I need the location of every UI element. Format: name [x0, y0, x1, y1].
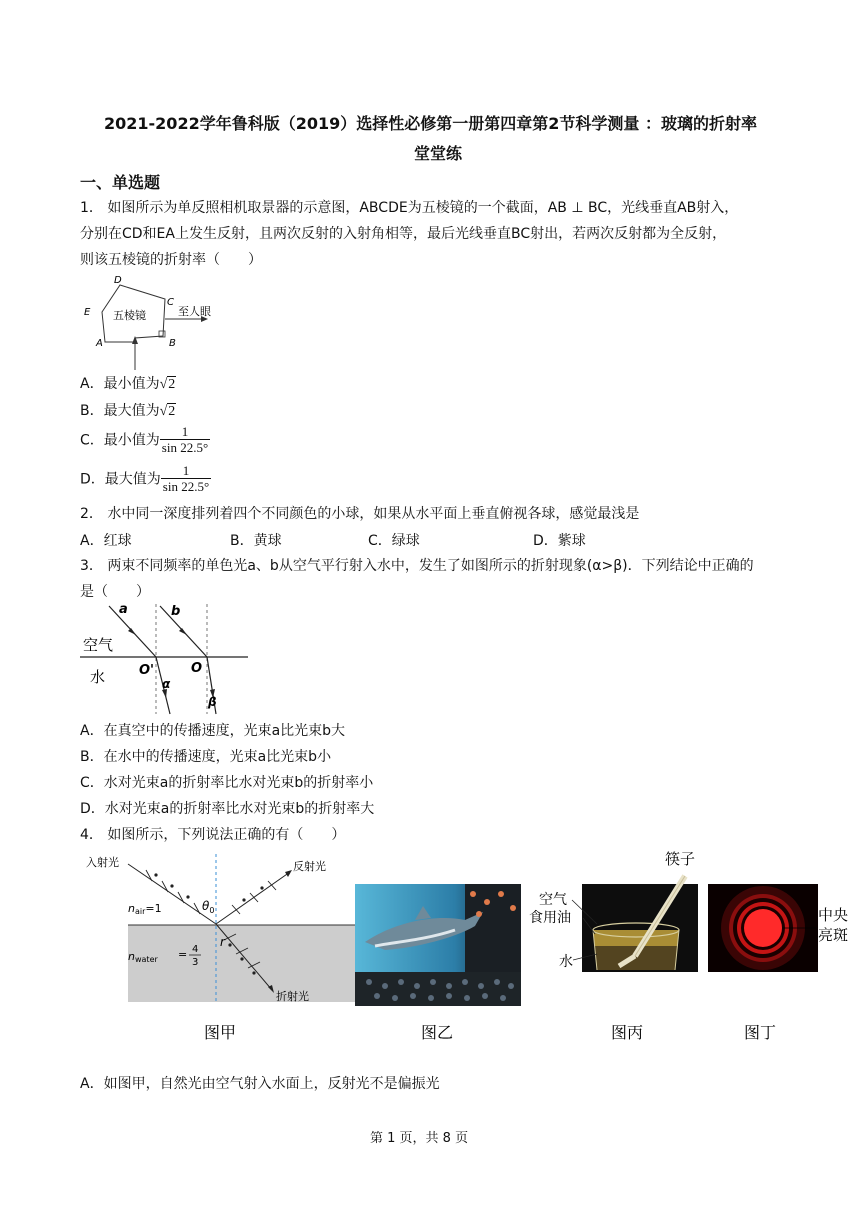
- q4-option-a: A．如图甲，自然光由空气射入水面上，反射光不是偏振光: [80, 1076, 440, 1092]
- n-water-num: 4: [192, 944, 199, 955]
- q1-option-d: D．最大值为 $\frac{1}{\sin 22.5^\circ}$: [80, 463, 210, 494]
- q3-line2: 是（ ）: [80, 584, 150, 600]
- vertex-b: B: [169, 338, 176, 349]
- oil-label: 食用油: [529, 910, 571, 926]
- incident-label: 入射光: [86, 856, 119, 869]
- air-label: 空气: [83, 636, 114, 654]
- vertex-a: A: [96, 338, 103, 349]
- q1-line2: 分别在CD和EA上发生反射，且两次反射的入射角相等，最后光线垂直BC射出，若两次反射都为全反射，: [80, 226, 727, 242]
- n-water-eq: =: [178, 948, 188, 961]
- water-label: 水: [90, 668, 106, 686]
- q2-option-a: A．红球: [80, 533, 132, 549]
- q3-option-c: C．水对光束a的折射率比水对光束b的折射率小: [80, 775, 374, 791]
- figure-ding: [708, 880, 858, 1052]
- ray-b-label: b: [171, 604, 181, 619]
- q4-stem: 4． 如图所示，下列说法正确的有（ ）: [80, 827, 346, 843]
- reflected-label: 反射光: [293, 860, 326, 873]
- q2-option-b: B．黄球: [230, 533, 282, 549]
- page-title-line2: 堂堂练: [414, 144, 463, 163]
- q2-option-d: D．紫球: [533, 533, 586, 549]
- water-label: 水: [559, 954, 573, 970]
- q3-option-a: A．在真空中的传播速度，光束a比光束b大: [80, 723, 346, 739]
- central-bright-spot: [744, 909, 782, 947]
- air-label: 空气: [539, 892, 567, 908]
- page-number: 第 1 页，共 8 页: [370, 1131, 469, 1146]
- vertex-e: E: [84, 307, 91, 318]
- q3-option-b: B．在水中的传播速度，光束a比光束b小: [80, 749, 332, 765]
- bright-spot-label: 亮斑: [818, 926, 849, 944]
- r-label: r: [220, 935, 225, 949]
- n-air-label: nair=1: [128, 902, 162, 916]
- point-o1-label: O': [139, 663, 155, 678]
- pentaprism-figure: [80, 272, 230, 370]
- theta-label: $\theta_0$: [202, 899, 215, 915]
- q1-line1: 1． 如图所示为单反照相机取景器的示意图，ABCDE为五棱镜的一个截面，AB ⊥ BC，光线垂直AB射入，: [80, 200, 739, 216]
- page-title: 2021-2022学年鲁科版（2019）选择性必修第一册第四章第2节科学测量 ：玻璃的折射率: [104, 114, 757, 133]
- n-water-den: 3: [192, 957, 199, 968]
- vertex-c: C: [167, 297, 174, 308]
- caption-bing: 图丙: [611, 1023, 644, 1042]
- figure-bing: [525, 846, 715, 1052]
- q2-stem: 2． 水中同一深度排列着四个不同颜色的小球，如果从水平面上垂直俯视各球，感觉最浅是: [80, 506, 640, 522]
- refracted-label: 折射光: [276, 990, 309, 1003]
- eye-label: 至人眼: [178, 305, 211, 318]
- prism-label: 五棱镜: [113, 309, 146, 322]
- q2-option-c: C．绿球: [368, 533, 420, 549]
- refraction-figure: [80, 600, 250, 716]
- caption-jia: 图甲: [204, 1023, 237, 1042]
- q1-line3: 则该五棱镜的折射率（ ）: [80, 252, 262, 268]
- beta-label: β: [208, 695, 217, 709]
- ray-a-label: a: [119, 602, 128, 617]
- figure-jia: [80, 850, 365, 1050]
- q3-line1: 3． 两束不同频率的单色光a、b从空气平行射入水中，发生了如图所示的折射现象(α>β)．下列结论中正确的: [80, 558, 754, 574]
- n-water-label: nwater: [128, 950, 158, 964]
- q1-option-a: A．最小值为√2: [80, 376, 176, 392]
- section-heading: 一、单选题: [80, 173, 161, 192]
- q1-option-b: B．最大值为√2: [80, 403, 176, 419]
- q3-option-d: D．水对光束a的折射率比水对光束b的折射率大: [80, 801, 375, 817]
- point-o2-label: O: [191, 661, 203, 676]
- caption-yi: 图乙: [421, 1023, 454, 1042]
- figure-yi: [355, 882, 523, 1052]
- alpha-label: α: [162, 677, 171, 691]
- q1-option-c: C．最小值为 $\frac{1}{\sin 22.5^\circ}$: [80, 424, 209, 455]
- central-label: 中央: [818, 906, 849, 924]
- chopsticks-label: 筷子: [665, 850, 696, 868]
- caption-ding: 图丁: [744, 1023, 777, 1042]
- vertex-d: D: [114, 275, 122, 286]
